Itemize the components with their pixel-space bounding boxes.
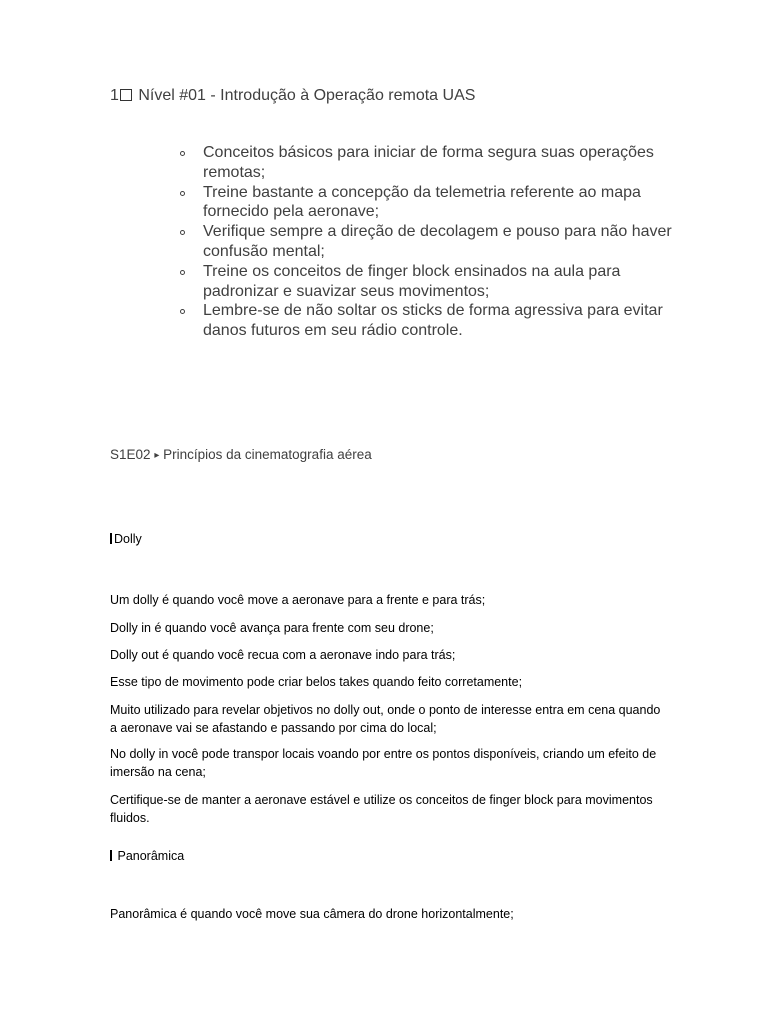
missing-glyph-icon [110,533,112,544]
circle-bullet-icon [180,191,185,196]
list-item: Verifique sempre a direção de decolagem e pouso para não haver confusão mental; [176,222,676,262]
paragraph: Certifique-se de manter a aeronave estável e utilize os conceitos de finger block para movimentos fluidos. [110,793,653,825]
circle-bullet-icon [180,230,185,235]
section-code: S1E02 [110,447,151,462]
checkbox-glyph-icon [120,89,132,101]
paragraph: Um dolly é quando você move a aeronave para a frente e para trás; [110,593,486,607]
circle-bullet-icon [180,309,185,314]
circle-bullet-icon [180,151,185,156]
heading-text: Nível #01 - Introdução à Operação remota UAS [138,87,476,104]
section-heading [110,447,372,462]
list-item: Lembre-se de não soltar os sticks de forma agressiva para evitar danos futuros em seu rádio controle. [176,301,676,341]
circle-bullet-icon [180,270,185,275]
paragraph: Dolly out é quando você recua com a aeronave indo para trás; [110,648,456,662]
list-item: Treine os conceitos de finger block ensinados na aula para padronizar e suavizar seus movimentos; [176,262,676,302]
triangle-marker-icon: ▸ [154,450,160,461]
paragraph: Muito utilizado para revelar objetivos no dolly out, onde o ponto de interesse entra em cena quando a aeronave vai se afastando e passando por cima do local; [110,703,661,735]
list-item: Conceitos básicos para iniciar de forma segura suas operações remotas; [176,143,676,183]
level-heading [110,86,475,106]
paragraph: Esse tipo de movimento pode criar belos takes quando feito corretamente; [110,675,523,689]
dolly-heading: Dolly [110,532,142,546]
panoramica-heading: Panorâmica [110,849,184,863]
paragraph: Dolly in é quando você avança para frente com seu drone; [110,621,434,635]
heading-number: 1 [110,87,119,104]
missing-glyph-icon [110,850,112,861]
paragraph: No dolly in você pode transpor locais voando por entre os pontos disponíveis, criando um efeito de imersão na cena; [110,747,657,779]
section-title: Princípios da cinematografia aérea [163,447,372,462]
list-item: Treine bastante a concepção da telemetria referente ao mapa fornecido pela aeronave; [176,183,676,223]
bullet-list [176,143,676,341]
paragraph: Panorâmica é quando você move sua câmera do drone horizontalmente; [110,907,514,921]
